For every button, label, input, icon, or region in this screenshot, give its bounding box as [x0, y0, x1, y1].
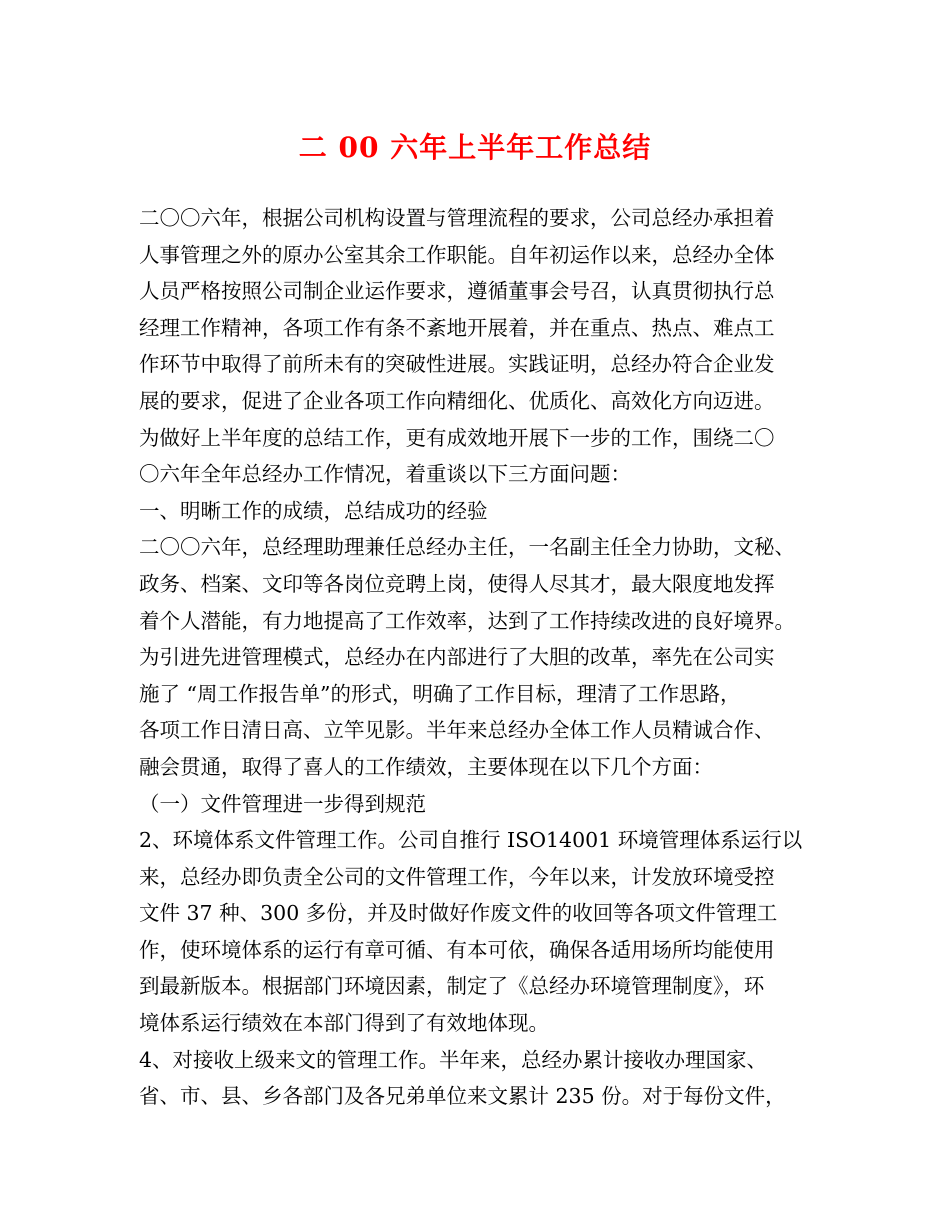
text-line: 为做好上半年度的总结工作，更有成效地开展下一步的工作，围绕二〇 — [139, 425, 775, 450]
text-line: 人事管理之外的原办公室其余工作职能。自年初运作以来，总经办全体 — [139, 242, 775, 267]
text-line: 4、对接收上级来文的管理工作。半年来，总经办累计接收办理国家、 — [139, 1047, 768, 1072]
text-line: 着个人潜能，有力地提高了工作效率，达到了工作持续改进的良好境界。 — [139, 608, 795, 633]
text-line: 作，使环境体系的运行有章可循、有本可依，确保各适用场所均能使用 — [139, 937, 775, 962]
text-line: 2、环境体系文件管理工作。公司自推行 ISO14001 环境管理体系运行以 — [139, 828, 803, 853]
text-line: 为引进先进管理模式，总经办在内部进行了大胆的改革，率先在公司实 — [139, 645, 775, 670]
text-line: 展的要求，促进了企业各项工作向精细化、优质化、高效化方向迈进。 — [139, 388, 775, 413]
text-line: 人员严格按照公司制企业运作要求，遵循董事会号召，认真贯彻执行总 — [139, 279, 775, 304]
text-line: 境体系运行绩效在本部门得到了有效地体现。 — [139, 1011, 549, 1036]
text-line: 〇六年全年总经办工作情况，着重谈以下三方面问题： — [139, 462, 631, 487]
text-line: 作环节中取得了前所未有的突破性进展。实践证明，总经办符合企业发 — [139, 352, 775, 377]
section-heading: 一、明晰工作的成绩，总结成功的经验 — [139, 498, 488, 523]
text-line: 各项工作日清日高、立竿见影。半年来总经办全体工作人员精诚合作、 — [139, 718, 775, 743]
text-line: 融会贯通，取得了喜人的工作绩效，主要体现在以下几个方面： — [139, 754, 713, 779]
text-line: 二〇〇六年，根据公司机构设置与管理流程的要求，公司总经办承担着 — [139, 206, 775, 230]
text-line: 二〇〇六年，总经理助理兼任总经办主任，一名副主任全力协助，文秘、 — [139, 535, 795, 560]
text-line: 文件 37 种、300 多份，并及时做好作废文件的收回等各项文件管理工 — [139, 901, 778, 926]
document-body — [139, 200, 829, 1115]
text-line: 政务、档案、文印等各岗位竞聘上岗，使得人尽其才，最大限度地发挥 — [139, 571, 775, 596]
text-line: 经理工作精神，各项工作有条不紊地开展着，并在重点、热点、难点工 — [139, 315, 775, 340]
text-line: 施了 “周工作报告单”的形式，明确了工作目标，理清了工作思路， — [139, 681, 741, 706]
text-line: 到最新版本。根据部门环境因素，制定了《总经办环境管理制度》，环 — [139, 974, 765, 999]
text-line: 来，总经办即负责全公司的文件管理工作，今年以来，计发放环境受控 — [139, 864, 775, 889]
text-line: 省、市、县、乡各部门及各兄弟单位来文累计 235 份。对于每份文件， — [139, 1084, 786, 1109]
document-title: 二 00 六年上半年工作总结 — [298, 131, 652, 164]
subsection-heading: （一）文件管理进一步得到规范 — [139, 791, 426, 816]
